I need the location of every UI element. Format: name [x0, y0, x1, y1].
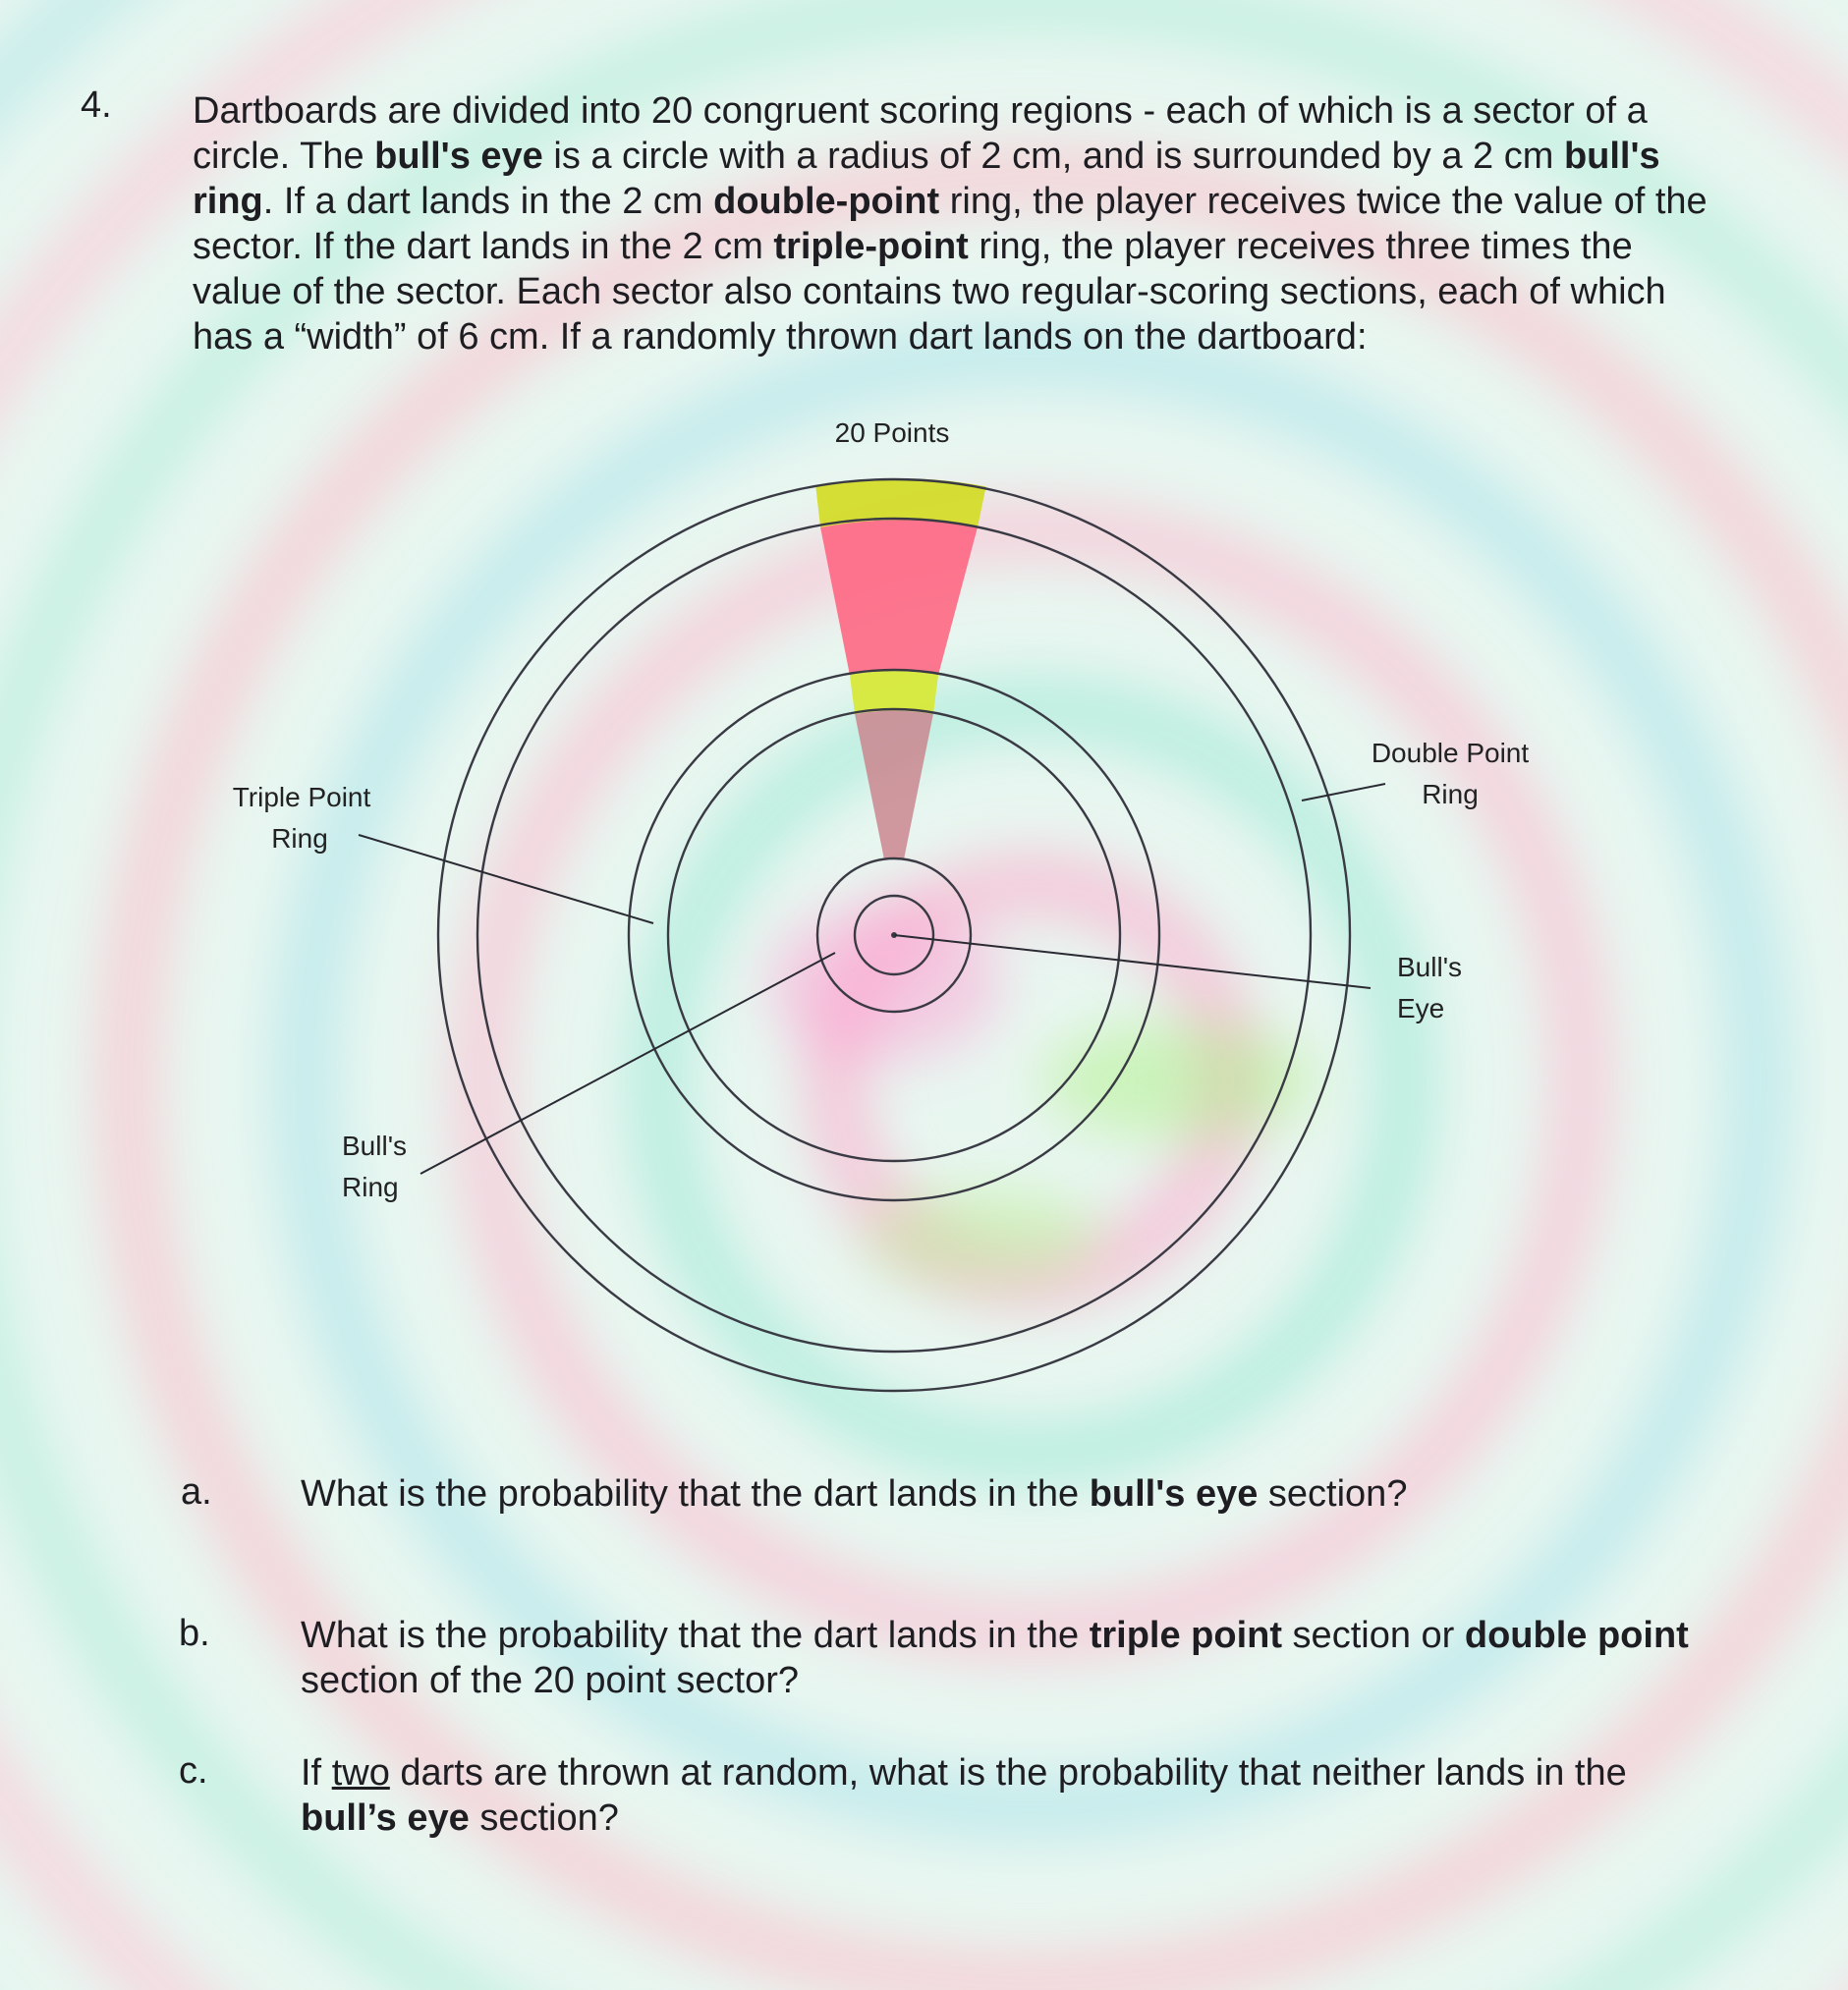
- triple-ring-leader: [359, 835, 653, 923]
- bulls-ring-leader: [420, 953, 835, 1174]
- label-bulls-eye-1: Bull's: [1397, 952, 1463, 982]
- label-bulls-eye-2: Eye: [1397, 993, 1445, 1023]
- outer-regular-segment-20: [820, 520, 978, 675]
- triple-ring-segment-20: [850, 671, 938, 714]
- question-intro: Dartboards are divided into 20 congruent scoring regions - each of which is a sector of a circle. The bull's eye is a circle with a radius of 2 cm, and is surrounded by a 2 cm bull's ring. If a dart lands in the 2 cm double-point ring, the player receives twice the value of the sector. If the dart lands in the 2 cm triple-point ring, the player receives three times the value of the sector. Each sector also contains two regular-scoring sections, each of which has a “width” of 6 cm. If a randomly thrown dart lands on the dartboard:: [193, 90, 1708, 358]
- label-triple-point-1: Triple Point: [232, 782, 371, 812]
- double-ring-leader: [1302, 784, 1385, 801]
- term-double-point: double-point: [713, 181, 940, 222]
- label-20-points: 20 Points: [834, 417, 950, 448]
- label-double-point-2: Ring: [1422, 779, 1479, 809]
- dartboard-diagram: [0, 393, 1848, 1434]
- label-double-point-1: Double Point: [1371, 738, 1530, 768]
- label-triple-point-2: Ring: [271, 823, 328, 854]
- part-a-text: What is the probability that the dart lands in the bull's eye section?: [301, 1473, 1408, 1515]
- term-triple-point: triple-point: [773, 226, 969, 267]
- term-bulls-eye: bull's eye: [374, 136, 543, 177]
- part-a-letter: a.: [181, 1471, 212, 1513]
- part-c-letter: c.: [179, 1750, 208, 1792]
- part-b-text: What is the probability that the dart lands in the triple point section or double point section of the 20 point sector?: [301, 1615, 1689, 1701]
- term-bulls-ring: bull's ring: [193, 136, 1660, 222]
- label-bulls-ring-2: Ring: [342, 1172, 399, 1202]
- question-number: 4.: [81, 84, 112, 126]
- label-bulls-ring-1: Bull's: [342, 1131, 408, 1161]
- part-c-text: If two darts are thrown at random, what is the probability that neither lands in the bull’s eye section?: [301, 1752, 1627, 1839]
- part-b-letter: b.: [179, 1613, 210, 1654]
- inner-regular-segment-20: [855, 711, 933, 858]
